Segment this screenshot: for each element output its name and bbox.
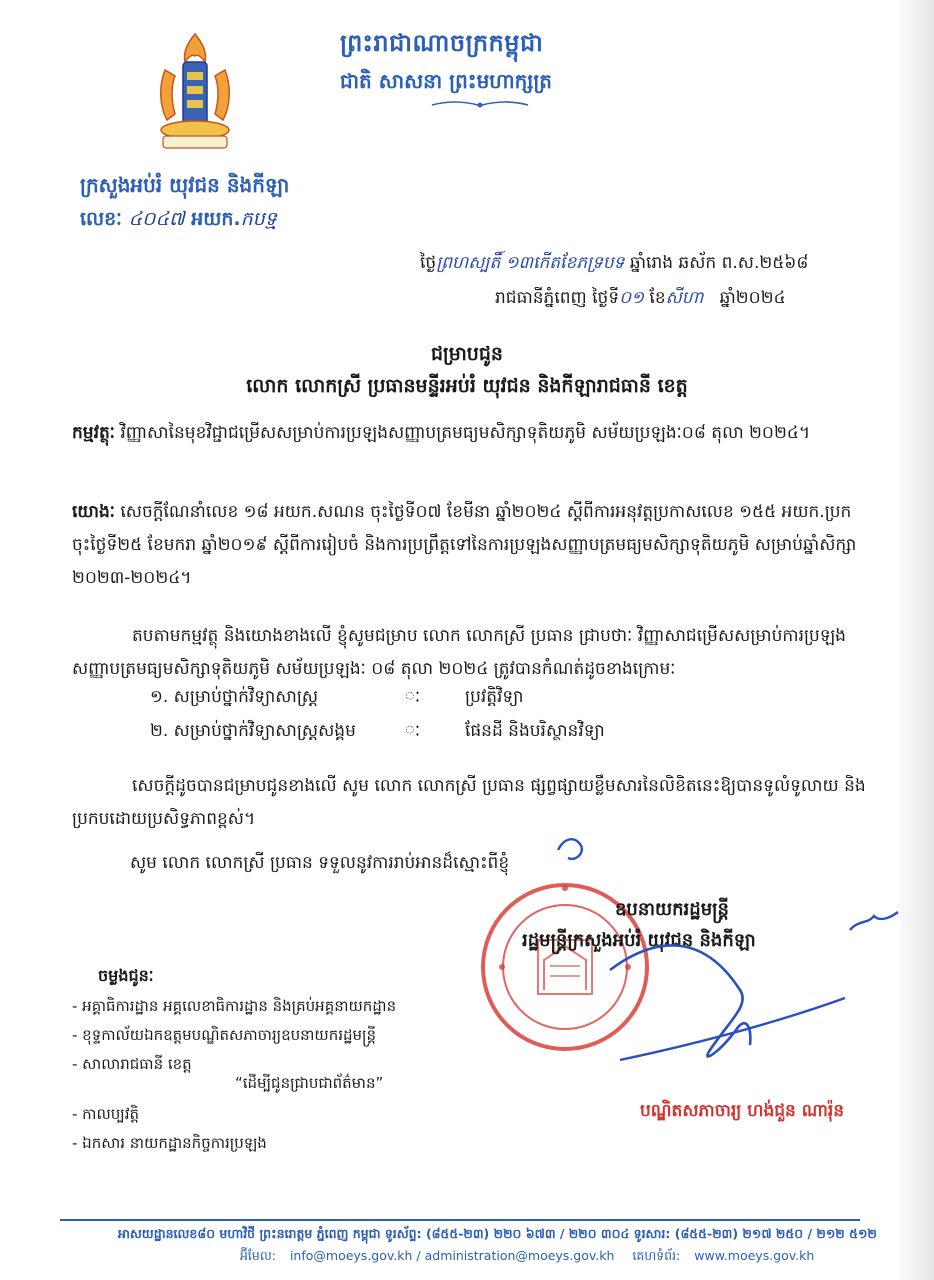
cc-item: - ខុទ្ទកាល័យឯកឧត្តមបណ្ឌិតសភាចារ្យឧបនាយករដ្ឋមន្ត្រី: [72, 1026, 377, 1044]
cc-item: - កាលប្បវត្តិ: [72, 1105, 140, 1123]
handwritten-signature-icon: [540, 820, 920, 1100]
cc-item: - ឯកសារ នាយកដ្ឋានកិច្ចការប្រឡង: [72, 1134, 267, 1152]
email-link[interactable]: info@moeys.gov.kh / administration@moeys.gov.kh: [289, 1248, 615, 1263]
cc-note: “ដើម្បីជូនជ្រាបជាព័ត៌មាន”: [235, 1074, 384, 1092]
footer-contacts: [240, 1248, 828, 1267]
year: ឆ្នាំ២០២៤: [719, 288, 786, 308]
ministry-emblem-icon: [145, 30, 245, 155]
place-and-day-label: រាជធានីភ្នំពេញ ថ្ងៃទី: [495, 288, 620, 308]
month-handwritten: សីហា: [665, 288, 704, 308]
body-paragraph-1-text: តបតាមកម្មវត្ថុ និងយោងខាងលើ ខ្ញុំសូមជម្រាប លោក លោកស្រី ប្រធាន ជ្រាបថាៈ វិញ្ញាសាជម្រើសសម្រាប់ការប្រឡងសញ្ញាបត្រមធ្យមសិក្សាទុតិយភូមិ សម័យប្រឡងៈ ០៨ តុលា ២០២៤ ត្រូវបានកំណត់ដូចខាងក្រោមៈ: [72, 626, 846, 679]
ref-suffix-handwritten: កបទ្ម: [240, 208, 277, 230]
list-item-sep: ៈ: [405, 721, 421, 741]
list-item-value: ផែនដី និងបរិស្ថានវិទ្យា: [465, 721, 605, 741]
body-paragraph-1: [72, 620, 872, 686]
solar-date-line: [495, 287, 786, 312]
reference-text: សេចក្ដីណែនាំលេខ ១៨ អយក.សណន ចុះថ្ងៃទី០៧ ខែមីនា ឆ្នាំ២០២៤ ស្ដីពីការអនុវត្តប្រកាសលេខ ១៥៥ អយក.ប្រក ចុះថ្ងៃទី២៥ ខែមករា ឆ្នាំ២០១៩ ស្ដីពីការរៀបចំ និងការប្រព្រឹត្តទៅនៃការប្រឡងសញ្ញាបត្រមធ្យមសិក្សាទុតិយភូមិ សម្រាប់ឆ្នាំសិក្សា ២០២៣-២០២៤។: [72, 502, 857, 588]
subject-paragraph: [72, 418, 872, 448]
list-item: [150, 720, 605, 754]
cc-list: [72, 992, 396, 1079]
subject-text: វិញ្ញាសានៃមុខវិជ្ជាជម្រើសសម្រាប់ការប្រឡងសញ្ញាបត្រមធ្យមសិក្សាទុតិយភូមិ សម័យប្រឡងៈ០៨ តុលា ២០២៤។: [120, 423, 811, 443]
email-label: អ៊ីមែល:: [240, 1248, 276, 1263]
signatory-title: ឧបនាយករដ្ឋមន្ត្រី: [615, 899, 729, 920]
footer-address: អាសយដ្ឋានលេខ៨០ មហាវិថី ព្រះនរោត្តម ភ្នំពេញ កម្ពុជា ទូរស័ព្ទ: (៨៥៥-២៣) ២២០ ៦៧៣ / ២២០ ៣០៤ ទូរសារ: (៨៥៥-២៣) ២១៧ ២៥០ / ២១២ ៥១២: [118, 1226, 877, 1241]
recipient-line: លោក លោកស្រី ប្រធានមន្ទីរអប់រំ យុវជន និងកីឡារាជធានី ខេត្ត: [246, 375, 688, 397]
lunar-year: ឆ្នាំរោង ឆស័ក ព.ស.២៥៦៨: [629, 253, 809, 273]
list-item-label: ១. សម្រាប់ថ្នាក់វិទ្យាសាស្ត្រ: [150, 687, 319, 707]
body-paragraph-2-text: សេចក្ដីដូចបានជម្រាបជូនខាងលើ សូម លោក លោកស្រី ប្រធាន ផ្សព្វផ្សាយខ្លឹមសារនៃលិខិតនេះឱ្យបានទូលំទូលាយ និងប្រកបដោយប្រសិទ្ធភាពខ្ពស់។: [72, 776, 866, 829]
kingdom-title: ព្រះរាជាណាចក្រកម្ពុជា: [340, 29, 544, 57]
list-item-label: ២. សម្រាប់ថ្នាក់វិទ្យាសាស្ត្រសង្គម: [150, 721, 356, 741]
footer-divider: [60, 1219, 860, 1221]
website-link[interactable]: www.moeys.gov.kh: [694, 1248, 815, 1263]
cc-list-2: [72, 1100, 267, 1158]
subject-list: [150, 686, 605, 754]
ref-suffix: អយក.: [191, 208, 241, 230]
website-label: គេហទំព័រ:: [632, 1248, 681, 1263]
recipient-title: ជម្រាបជូន: [431, 343, 503, 365]
cc-item: - សាលារាជធានី ខេត្ត: [72, 1055, 192, 1073]
list-item-sep: ៈ: [405, 687, 421, 707]
signatory-position: រដ្ឋមន្ត្រីក្រសួងអប់រំ យុវជន និងកីឡា: [522, 930, 756, 951]
closing-line: សូម លោក លោកស្រី ប្រធាន ទទួលនូវការរាប់អានដ៏ស្មោះពីខ្ញុំ: [130, 853, 510, 873]
lunar-date-handwritten: ព្រហស្បតិ៍ ១៣កើតខែភទ្របទ: [436, 253, 625, 273]
subject-label: កម្មវត្ថុៈ: [72, 423, 115, 443]
national-motto: ជាតិ សាសនា ព្រះមហាក្សត្រ: [340, 69, 552, 93]
cc-title: ចម្លងជូនៈ: [98, 966, 154, 985]
list-item-value: ប្រវត្តិវិទ្យា: [465, 687, 524, 707]
motto-ornament-icon: [430, 98, 530, 112]
cc-item: - អគ្គាធិការដ្ឋាន អគ្គលេខាធិការដ្ឋាន និងគ្រប់អគ្គនាយកដ្ឋាន: [72, 997, 397, 1015]
signatory-name: បណ្ឌិតសភាចារ្យ ហង់ជួន ណារ៉ុន: [640, 1101, 845, 1121]
list-item: [150, 686, 605, 720]
reference-paragraph: [72, 496, 872, 595]
ministry-name: ក្រសួងអប់រំ យុវជន និងកីឡា: [80, 173, 290, 197]
day-handwritten: ០១: [619, 288, 645, 308]
ref-label: លេខៈ: [80, 208, 122, 230]
reference-number: [80, 207, 277, 235]
reference-label: យោងៈ: [72, 502, 115, 522]
ref-number-handwritten: ៤០៤៧: [128, 208, 185, 230]
lunar-date-line: [420, 252, 808, 277]
month-label: ខែ: [649, 288, 666, 308]
date-prefix: ថ្ងៃ: [420, 253, 437, 273]
